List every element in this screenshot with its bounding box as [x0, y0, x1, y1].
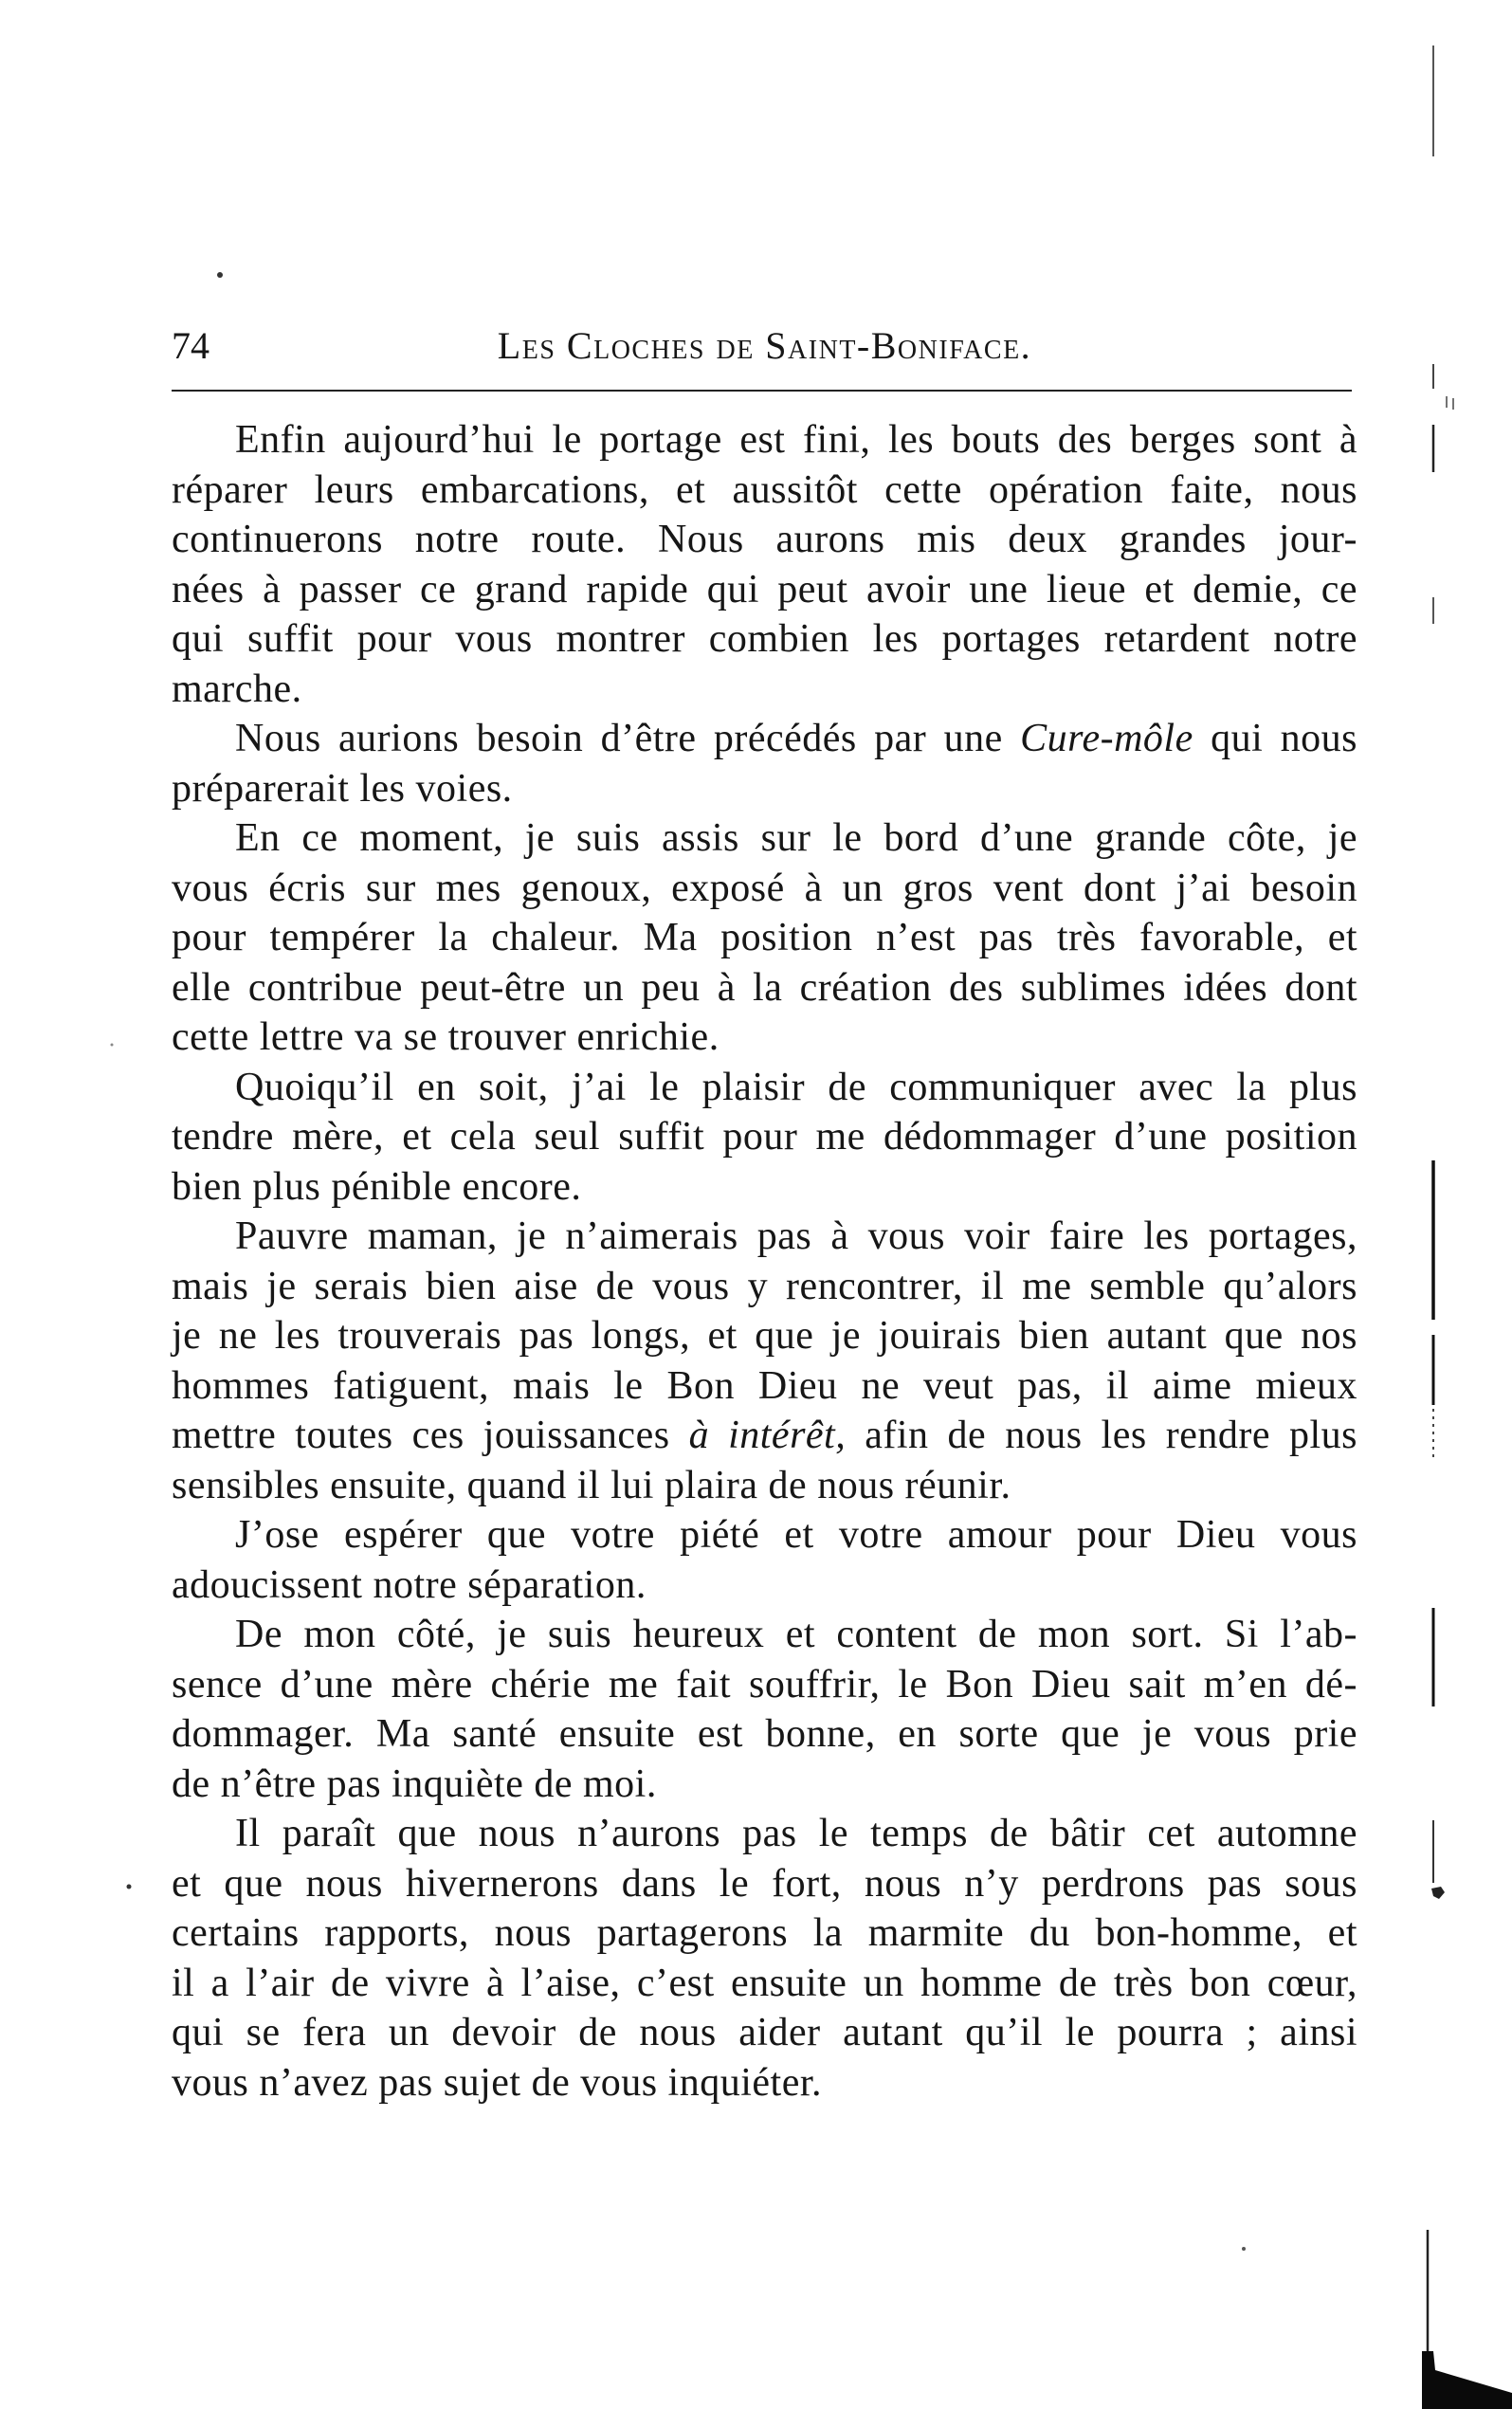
text-line: Il paraît que nous n’aurons pas le temps de bâtir cet automne	[235, 1812, 1357, 1855]
text-line: J’ose espérer que votre piété et votre amour pour Dieu vous	[235, 1513, 1357, 1557]
page-number: 74	[172, 324, 209, 367]
scan-speck	[127, 1885, 132, 1889]
text-line	[172, 1411, 1357, 1461]
text-segment: afin de nous les rendre plus	[846, 1414, 1358, 1457]
text-line: Quoiqu’il en soit, j’ai le plaisir de communiquer avec la plus	[235, 1065, 1357, 1109]
paragraph	[172, 714, 1357, 813]
paragraph	[172, 813, 1357, 1063]
text-line: réparer leurs embarcations, et aussitôt cette opération faite, nous	[172, 467, 1357, 512]
text-segment: qui nous	[1193, 717, 1357, 760]
text-line: nées à passer ce grand rapide qui peut avoir une lieue et demie, ce	[172, 567, 1357, 611]
scan-speck	[1242, 2247, 1246, 2251]
paragraph	[172, 1809, 1357, 2108]
text-line: mais je serais bien aise de vous y rencontrer, il me semble qu’alors	[172, 1264, 1357, 1308]
text-line: qui suffit pour vous montrer combien les portages retardent notre	[172, 617, 1357, 661]
text-line: tendre mère, et cela seul suffit pour me dédommager d’une position	[172, 1115, 1357, 1159]
scan-speck	[111, 1044, 114, 1047]
paragraph	[172, 1063, 1357, 1213]
text-line: marche.	[172, 666, 302, 711]
scan-speck	[217, 272, 223, 278]
text-line: En ce moment, je suis assis sur le bord d’une grande côte, je	[235, 816, 1357, 860]
text-line: sensibles ensuite, quand il lui plaira de nous réunir.	[172, 1463, 1011, 1507]
text-line: De mon côté, je suis heureux et content de mon sort. Si l’ab-	[235, 1613, 1357, 1656]
text-line: pour tempérer la chaleur. Ma position n’est pas très favorable, et	[172, 916, 1357, 959]
text-line	[172, 714, 1357, 764]
text-segment: Nous aurions besoin d’être précédés par une	[235, 717, 1021, 760]
text-line: Enfin aujourd’hui le portage est fini, les bouts des berges sont à	[235, 418, 1357, 462]
text-line: préparerait les voies.	[172, 766, 513, 811]
paragraph	[172, 1510, 1357, 1610]
text-line: hommes fatiguent, mais le Bon Dieu ne veut pas, il aime mieux	[172, 1363, 1357, 1408]
body-text	[172, 415, 1357, 2108]
italic-phrase: à intérêt,	[688, 1414, 847, 1457]
paragraph	[172, 415, 1357, 714]
header-rule	[172, 390, 1352, 392]
text-line: adoucissent notre séparation.	[172, 1562, 647, 1607]
running-head-title: Les Cloches de Saint-Boniface.	[497, 324, 1032, 367]
scan-blot	[1431, 1887, 1445, 1899]
italic-phrase: Cure-môle	[1020, 717, 1193, 760]
text-line: qui se fera un devoir de nous aider autant qu’il le pourra ; ainsi	[172, 2011, 1357, 2054]
text-line: dommager. Ma santé ensuite est bonne, en sorte que je vous prie	[172, 1712, 1357, 1756]
text-line: cette lettre va se trouver enrichie.	[172, 1015, 720, 1059]
text-line: je ne les trouverais pas longs, et que je jouirais bien autant que nos	[172, 1314, 1357, 1358]
text-segment: mettre toutes ces jouissances	[172, 1414, 689, 1457]
text-line: de n’être pas inquiète de moi.	[172, 1761, 657, 1806]
text-line: il a l’air de vivre à l’aise, c’est ensuite un homme de très bon cœur,	[172, 1961, 1357, 2005]
text-line: elle contribue peut-être un peu à la création des sublimes idées dont	[172, 965, 1357, 1010]
running-header	[172, 322, 1357, 370]
scan-corner-wedge	[1422, 2351, 1512, 2409]
text-line: et que nous hivernerons dans le fort, nous n’y perdrons pas sous	[172, 1861, 1357, 1906]
paragraph	[172, 1212, 1357, 1510]
text-line: sence d’une mère chérie me fait souffrir, le Bon Dieu sait m’en dé-	[172, 1662, 1357, 1706]
text-line: continuerons notre route. Nous aurons mis deux grandes jour-	[172, 518, 1357, 561]
text-line: bien plus pénible encore.	[172, 1164, 582, 1209]
text-line: Pauvre maman, je n’aimerais pas à vous voir faire les portages,	[235, 1214, 1357, 1258]
text-line: certains rapports, nous partagerons la marmite du bon-homme, et	[172, 1911, 1357, 1955]
paragraph	[172, 1610, 1357, 1809]
text-line: vous écris sur mes genoux, exposé à un gros vent dont j’ai besoin	[172, 866, 1357, 910]
text-line: vous n’avez pas sujet de vous inquiéter.	[172, 2060, 823, 2105]
